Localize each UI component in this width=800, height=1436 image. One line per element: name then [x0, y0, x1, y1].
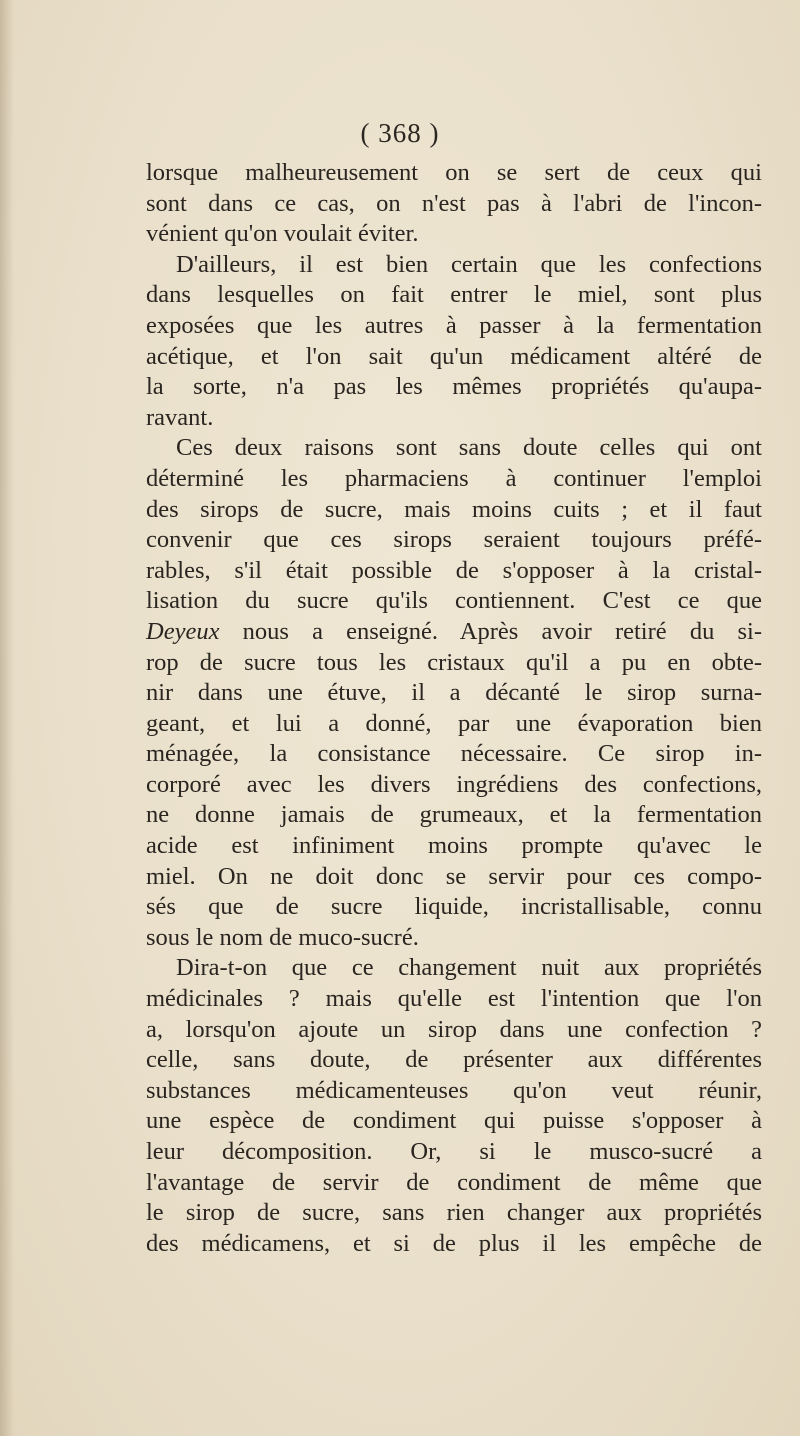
text-line: sés que de sucre liquide, incristallisable, connu [146, 893, 762, 921]
text-line: des médicamens, et si de plus il les empêche de [146, 1229, 762, 1257]
body-text [146, 158, 762, 1259]
text-line: lorsque malheureusement on se sert de ceux qui [146, 159, 762, 186]
text-line: substances médicamenteuses qu'on veut réunir, [146, 1076, 762, 1104]
text-line: Dira-t-on que ce changement nuit aux propriétés [176, 954, 762, 982]
paragraph-1 [146, 158, 762, 250]
text-line: Ces deux raisons sont sans doute celles qui ont [176, 434, 762, 462]
text-line: ravant. [146, 403, 214, 431]
text-line: dans lesquelles on fait entrer le miel, sont plus [146, 281, 762, 309]
text-line: la sorte, n'a pas les mêmes propriétés qu'aupa- [146, 373, 762, 401]
paragraph-3 [146, 433, 762, 953]
page-number: ( 368 ) [360, 118, 440, 148]
text-line: geant, et lui a donné, par une évaporation bien [146, 709, 762, 737]
text-line: nir dans une étuve, il a décanté le sirop surna- [146, 679, 762, 707]
text-line: vénient qu'on voulait éviter. [146, 220, 419, 248]
text-line: des sirops de sucre, mais moins cuits ; et il faut [146, 495, 762, 523]
text-line: miel. On ne doit donc se servir pour ces compo- [146, 862, 762, 890]
text-line: corporé avec les divers ingrédiens des confections, [146, 770, 762, 798]
text-line: D'ailleurs, il est bien certain que les confections [176, 250, 762, 278]
text-line: acide est infiniment moins prompte qu'avec le [146, 832, 762, 860]
text-line: une espèce de condiment qui puisse s'opposer à [146, 1107, 762, 1135]
text-line: médicinales ? mais qu'elle est l'intention que l'on [146, 985, 762, 1013]
text-line: convenir que ces sirops seraient toujours préfé- [146, 526, 762, 554]
text-line-with-italic [146, 617, 762, 648]
text-line: a, lorsqu'on ajoute un sirop dans une confection ? [146, 1015, 762, 1043]
text-line: rables, s'il était possible de s'opposer à la cristal- [146, 556, 762, 584]
line-remainder: nous a enseigné. Après avoir retiré du si- [219, 617, 762, 645]
text-line: leur décomposition. Or, si le musco-sucré a [146, 1138, 762, 1165]
text-line: ménagée, la consistance nécessaire. Ce sirop in- [146, 740, 762, 768]
text-line: le sirop de sucre, sans rien changer aux propriétés [146, 1199, 762, 1227]
text-line: ne donne jamais de grumeaux, et la fermentation [146, 801, 762, 829]
page-gutter-shadow [0, 0, 14, 1436]
paragraph-2 [146, 250, 762, 434]
paragraph-4 [146, 953, 762, 1259]
text-line: lisation du sucre qu'ils contiennent. C'est ce que [146, 587, 762, 615]
text-line: celle, sans doute, de présenter aux différentes [146, 1046, 762, 1074]
text-line: l'avantage de servir de condiment de même que [146, 1168, 762, 1196]
text-line: sous le nom de muco-sucré. [146, 923, 419, 951]
text-line: exposées que les autres à passer à la fermentation [146, 311, 762, 339]
text-line: déterminé les pharmaciens à continuer l'emploi [146, 464, 762, 492]
text-line: acétique, et l'on sait qu'un médicament altéré de [146, 342, 762, 370]
author-name: Deyeux [146, 617, 220, 645]
text-line: rop de sucre tous les cristaux qu'il a pu en obte- [146, 648, 762, 676]
text-line: sont dans ce cas, on n'est pas à l'abri de l'incon- [146, 189, 762, 217]
